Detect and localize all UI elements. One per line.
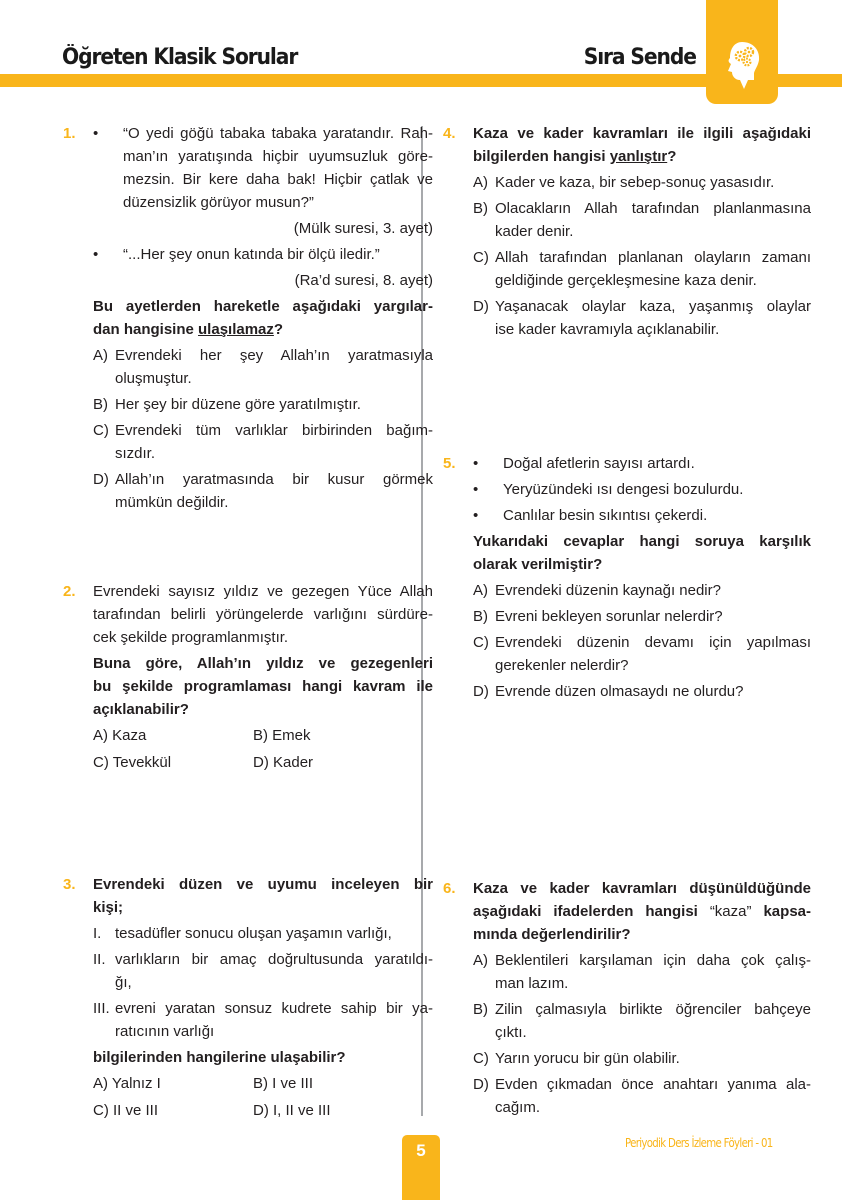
quote-line: man’ın yaratışında hiçbir uyumsuzluk göre- bbox=[123, 148, 433, 165]
stem-text: dan hangisine bbox=[93, 321, 199, 338]
option-letter: D) bbox=[473, 683, 489, 700]
option-c[interactable] bbox=[93, 1099, 253, 1122]
option-a[interactable] bbox=[93, 1072, 253, 1095]
option-text: Yalnız I bbox=[111, 1075, 161, 1092]
question-number: 4. bbox=[443, 125, 456, 142]
option-text: ise kader kavramıyla açıklanabilir. bbox=[495, 321, 720, 338]
section-subtitle: Sıra Sende bbox=[583, 45, 696, 70]
statement-i bbox=[93, 922, 433, 945]
option-text: çıktı. bbox=[495, 1024, 527, 1041]
option-text: Zilin çalmasıyla birlikte öğrenciler bahçeye bbox=[495, 1001, 811, 1018]
option-text: geldiğinde gerçekleşmesine kaza denir. bbox=[495, 272, 757, 289]
option-text: oluşmuştur. bbox=[115, 370, 192, 387]
option-text: Evrendeki tüm varlıklar birbirinden bağım- bbox=[115, 422, 433, 439]
text-line: cek şekilde programlanmıştır. bbox=[93, 629, 289, 646]
option-letter: B) bbox=[473, 608, 488, 625]
statement-text: ratıcının varlığı bbox=[115, 1023, 215, 1040]
option-text: Evden çıkmadan önce anahtarı yanıma ala- bbox=[495, 1076, 811, 1093]
options-grid bbox=[93, 1072, 433, 1122]
option-text: Evreni bekleyen sorunlar nelerdir? bbox=[495, 608, 723, 625]
option-letter: D) bbox=[473, 298, 489, 315]
stem-line bbox=[473, 145, 811, 168]
quote-source: (Mülk suresi, 3. ayet) bbox=[293, 220, 433, 237]
question-number: 3. bbox=[63, 876, 76, 893]
option-text: man lazım. bbox=[495, 975, 569, 992]
option-letter: C) bbox=[93, 754, 109, 771]
option-d[interactable] bbox=[473, 295, 811, 341]
option-text: Yarın yorucu bir gün olabilir. bbox=[495, 1050, 680, 1067]
options-grid bbox=[93, 724, 433, 774]
option-text: kader denir. bbox=[495, 223, 574, 240]
bullet-icon: • bbox=[473, 481, 479, 498]
option-b[interactable] bbox=[93, 393, 433, 416]
option-text: Evrendeki düzenin devamı için yapılması bbox=[495, 634, 811, 651]
option-d[interactable] bbox=[473, 680, 811, 703]
option-letter: D) bbox=[253, 1102, 269, 1119]
statement-ii bbox=[93, 948, 433, 994]
stem-text: bilgilerden hangisi bbox=[473, 148, 610, 165]
bullet-icon: • bbox=[93, 125, 99, 142]
page-number-tab bbox=[402, 1135, 440, 1200]
stem-line: Bu ayetlerden hareketle aşağıdaki yargılar- bbox=[93, 298, 433, 315]
option-letter: A) bbox=[473, 582, 488, 599]
stem-line: bu şekilde programlaması hangi kavram ile bbox=[93, 678, 433, 695]
option-letter: A) bbox=[93, 347, 108, 364]
option-text: Kaza bbox=[112, 727, 147, 744]
stem-text: ? bbox=[667, 148, 677, 165]
stem-line: Buna göre, Allah’ın yıldız ve gezegenleri bbox=[93, 655, 433, 672]
question-stem bbox=[473, 877, 811, 946]
option-text: gerekenler nelerdir? bbox=[495, 657, 629, 674]
option-c[interactable] bbox=[93, 751, 253, 774]
option-text: II ve III bbox=[113, 1102, 159, 1119]
option-text: sızdır. bbox=[115, 445, 156, 462]
stem-line: mında değerlendirilir? bbox=[473, 926, 631, 943]
option-a[interactable] bbox=[473, 171, 811, 194]
stem-line: Kaza ve kader kavramları düşünüldüğünde bbox=[473, 880, 811, 897]
option-letter: C) bbox=[473, 249, 489, 266]
stem-line: Evrendeki düzen ve uyumu inceleyen bir bbox=[93, 876, 433, 893]
question-text bbox=[93, 580, 433, 649]
question-stem bbox=[473, 530, 811, 576]
bullet-item bbox=[473, 478, 811, 501]
stem-text: aşağıdaki ifadelerden hangisi bbox=[473, 903, 710, 920]
header-tab bbox=[706, 0, 778, 104]
bullet-icon: • bbox=[93, 246, 99, 263]
roman-numeral: III. bbox=[93, 1000, 110, 1017]
option-a[interactable] bbox=[473, 949, 811, 995]
option-text: I ve III bbox=[272, 1075, 314, 1092]
option-a[interactable] bbox=[93, 724, 253, 747]
stem-quote: “kaza” bbox=[709, 903, 752, 920]
option-text: Allah’ın yaratmasında bir kusur görmek bbox=[115, 471, 433, 488]
question-number: 2. bbox=[63, 583, 76, 600]
statement-text: evreni yaratan sonsuz kudrete sahip bir ya- bbox=[115, 1000, 433, 1017]
option-letter: C) bbox=[93, 1102, 109, 1119]
roman-numeral: II. bbox=[93, 951, 106, 968]
quote-bullet bbox=[93, 243, 433, 292]
stem-line bbox=[473, 900, 811, 923]
text-line: tarafından belirli yörüngelerde varlığını sürdüre- bbox=[93, 606, 433, 623]
option-letter: A) bbox=[473, 174, 488, 191]
statement-text: tesadüfler sonucu oluşan yaşamın varlığı, bbox=[115, 925, 392, 942]
stem-text: kapsa- bbox=[751, 903, 811, 920]
question-number: 1. bbox=[63, 125, 76, 142]
quote-source: (Ra’d suresi, 8. ayet) bbox=[294, 272, 433, 289]
question-stem bbox=[93, 652, 433, 721]
option-letter: A) bbox=[93, 727, 108, 744]
question-closing: bilgilerinden hangilerine ulaşabilir? bbox=[93, 1049, 346, 1066]
question-stem bbox=[473, 122, 811, 168]
option-c[interactable] bbox=[473, 631, 811, 677]
option-a[interactable] bbox=[473, 579, 811, 602]
stem-line: olarak verilmiştir? bbox=[473, 556, 603, 573]
option-letter: D) bbox=[93, 471, 109, 488]
bullet-text: Canlılar besin sıkıntısı çekerdi. bbox=[503, 507, 708, 524]
option-text: Kader ve kaza, bir sebep-sonuç yasasıdır. bbox=[495, 174, 775, 191]
option-text: Yaşanacak olaylar kaza, yaşanmış olaylar bbox=[495, 298, 811, 315]
question-stem bbox=[93, 873, 433, 919]
stem-line: kişi; bbox=[93, 899, 124, 916]
stem-line: açıklanabilir? bbox=[93, 701, 189, 718]
option-letter: A) bbox=[93, 1075, 108, 1092]
series-title: Periyodik Ders İzleme Föyleri - 01 bbox=[625, 1136, 773, 1150]
quote-bullet bbox=[93, 122, 433, 240]
question-number: 6. bbox=[443, 880, 456, 897]
bullet-text: Yeryüzündeki ısı dengesi bozulurdu. bbox=[503, 481, 744, 498]
statement-text: ğı, bbox=[115, 974, 132, 991]
stem-text: ? bbox=[273, 321, 284, 338]
option-d[interactable] bbox=[253, 1099, 413, 1122]
option-letter: C) bbox=[93, 422, 109, 439]
option-text: Allah tarafından planlanan olayların zamanı bbox=[495, 249, 811, 266]
stem-emphasis: yanlıştır bbox=[609, 148, 668, 165]
option-d[interactable] bbox=[253, 751, 413, 774]
option-letter: D) bbox=[253, 754, 269, 771]
option-b[interactable] bbox=[473, 605, 811, 628]
option-text: Beklentileri karşılaman için daha çok çalış- bbox=[495, 952, 811, 969]
option-b[interactable] bbox=[253, 1072, 413, 1095]
head-gears-icon bbox=[722, 40, 762, 90]
quote-line: “O yedi göğü tabaka tabaka yaratandır. Rah- bbox=[123, 125, 433, 142]
text-line: Evrendeki sayısız yıldız ve gezegen Yüce Allah bbox=[93, 583, 433, 600]
stem-line: Yukarıdaki cevaplar hangi soruya karşılık bbox=[473, 533, 811, 550]
option-text: Evrendeki her şey Allah’ın yaratmasıyla bbox=[115, 347, 433, 364]
option-b[interactable] bbox=[473, 998, 811, 1044]
option-b[interactable] bbox=[253, 724, 413, 747]
statement-text: varlıkların bir amaç doğrultusunda yaratıldı- bbox=[115, 951, 433, 968]
option-c[interactable] bbox=[93, 419, 433, 465]
option-d[interactable] bbox=[93, 468, 433, 514]
option-a[interactable] bbox=[93, 344, 433, 390]
option-d[interactable] bbox=[473, 1073, 811, 1119]
option-letter: C) bbox=[473, 1050, 489, 1067]
option-c[interactable] bbox=[473, 246, 811, 292]
stem-line: Kaza ve kader kavramları ile ilgili aşağıdaki bbox=[473, 125, 811, 142]
bullet-icon: • bbox=[473, 455, 479, 472]
option-letter: B) bbox=[253, 1075, 268, 1092]
option-letter: C) bbox=[473, 634, 489, 651]
bullet-item bbox=[473, 504, 811, 527]
option-c[interactable] bbox=[473, 1047, 811, 1070]
section-title: Öğreten Klasik Sorular bbox=[62, 45, 298, 70]
question-stem bbox=[93, 295, 433, 341]
option-text: Her şey bir düzene göre yaratılmıştır. bbox=[115, 396, 361, 413]
question-number: 5. bbox=[443, 455, 456, 472]
option-b[interactable] bbox=[473, 197, 811, 243]
option-letter: B) bbox=[473, 200, 488, 217]
option-letter: D) bbox=[473, 1076, 489, 1093]
stem-line bbox=[93, 318, 433, 341]
roman-numeral: I. bbox=[93, 925, 102, 942]
stem-emphasis: ulaşılamaz bbox=[198, 321, 274, 338]
statement-iii bbox=[93, 997, 433, 1043]
option-text: Kader bbox=[273, 754, 314, 771]
option-text: Evrende düzen olmasaydı ne olurdu? bbox=[495, 683, 744, 700]
page-number: 5 bbox=[416, 1141, 426, 1160]
option-letter: B) bbox=[93, 396, 108, 413]
option-text: Olacakların Allah tarafından planlanmasına bbox=[495, 200, 811, 217]
option-text: mümkün değildir. bbox=[115, 494, 229, 511]
option-text: cağım. bbox=[495, 1099, 541, 1116]
option-letter: B) bbox=[473, 1001, 488, 1018]
bullet-item bbox=[473, 452, 811, 475]
bullet-text: Doğal afetlerin sayısı artardı. bbox=[503, 455, 695, 472]
option-text: I, II ve III bbox=[273, 1102, 331, 1119]
quote-line: mezsin. Bir kere daha bak! Hiçbir çatlak ve bbox=[123, 171, 433, 188]
option-letter: B) bbox=[253, 727, 268, 744]
bullet-icon: • bbox=[473, 507, 479, 524]
quote-line: düzensizlik görüyor musun?” bbox=[123, 194, 314, 211]
option-text: Evrendeki düzenin kaynağı nedir? bbox=[495, 582, 721, 599]
option-letter: A) bbox=[473, 952, 488, 969]
option-text: Emek bbox=[272, 727, 311, 744]
quote-line: “...Her şey onun katında bir ölçü iledir.” bbox=[123, 246, 380, 263]
option-text: Tevekkül bbox=[112, 754, 172, 771]
